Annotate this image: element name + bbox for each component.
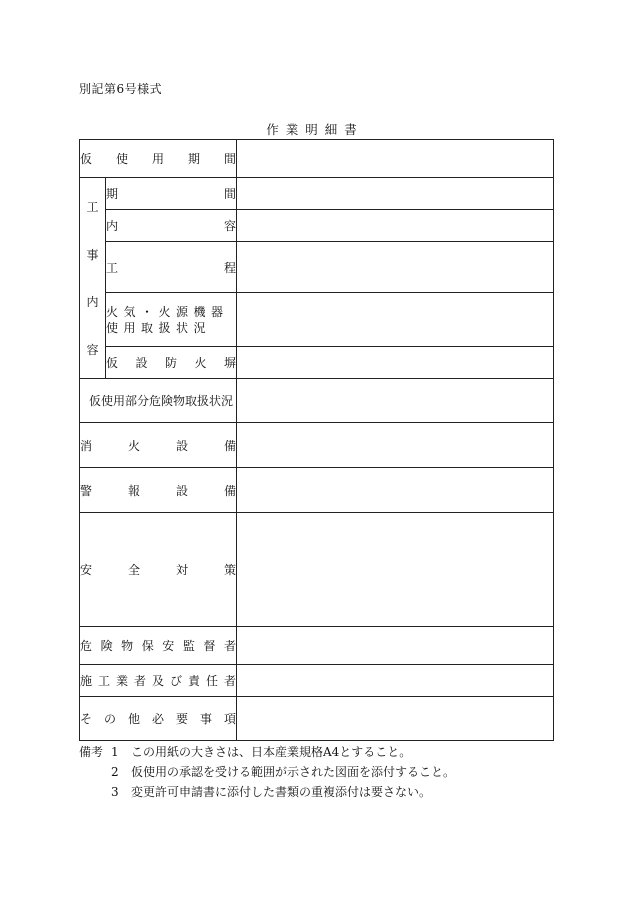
label-char: 仮: [106, 356, 119, 370]
note-number: 2: [111, 765, 119, 779]
label-extinguishing-equipment: [80, 423, 237, 468]
field-other-matters[interactable]: [237, 697, 554, 741]
label-char: 期: [106, 187, 119, 201]
label-char: 工: [98, 674, 111, 688]
label-char: 者: [223, 639, 236, 653]
label-char: 及: [152, 674, 165, 688]
label-temporary-fire-wall: [106, 347, 237, 379]
field-fire-source-usage[interactable]: [237, 293, 554, 347]
note-item: [79, 742, 455, 762]
label-hazmat-handling: 仮使用部分危険物取扱状況: [80, 379, 237, 423]
label-char: 防: [165, 356, 178, 370]
label-char: 危: [80, 639, 93, 653]
row-temporary-use-period: [80, 140, 554, 178]
row-work-content: [80, 210, 554, 242]
note-number: 1: [111, 745, 119, 759]
document-title: 作業明細書: [266, 122, 364, 137]
field-temporary-use-period[interactable]: [237, 140, 554, 178]
row-work-period: [80, 178, 554, 210]
label-safety-measures: [80, 513, 237, 627]
label-char: 事: [200, 712, 213, 726]
note-number: 3: [111, 785, 119, 799]
label-char: 工: [86, 200, 99, 215]
row-hazmat-supervisor: [80, 627, 554, 665]
field-extinguishing-equipment[interactable]: [237, 423, 554, 468]
label-char: 設: [176, 438, 189, 453]
field-alarm-equipment[interactable]: [237, 468, 554, 513]
label-char: 者: [224, 674, 237, 688]
label-fire-source-line2: 使用取扱状況: [106, 320, 212, 335]
label-char: 督: [203, 639, 216, 653]
label-char: 物: [121, 639, 134, 653]
note-item: [79, 782, 455, 802]
label-char: 項: [224, 712, 237, 726]
note-text: この用紙の大きさは、日本産業規格A4とすること。: [131, 745, 412, 759]
label-char: 策: [224, 563, 237, 577]
label-char: 使: [116, 152, 129, 166]
label-char: 消: [80, 438, 93, 453]
row-fire-source-usage: [80, 293, 554, 347]
form-number: 別記第6号様式: [79, 82, 163, 96]
label-char: 他: [128, 712, 141, 726]
label-char: 内: [106, 219, 119, 233]
label-char: 容: [224, 219, 237, 233]
label-char: 必: [152, 712, 165, 726]
label-work-details: [80, 178, 106, 379]
label-char: 監: [182, 639, 195, 653]
label-char: 塀: [224, 356, 237, 370]
label-char: 報: [128, 483, 141, 498]
label-char: 容: [86, 342, 99, 357]
label-work-content: [106, 210, 237, 242]
field-safety-measures[interactable]: [237, 513, 554, 627]
field-hazmat-supervisor[interactable]: [237, 627, 554, 665]
label-char: 工: [106, 260, 119, 275]
label-char: 備: [224, 438, 237, 453]
row-hazmat-handling: [80, 379, 554, 423]
notes-heading: 備考: [79, 745, 104, 759]
label-char: 安: [162, 639, 175, 653]
label-char: 備: [224, 483, 237, 498]
field-hazmat-handling[interactable]: [237, 379, 554, 423]
label-char: 保: [141, 639, 154, 653]
row-other-matters: [80, 697, 554, 741]
label-char: 程: [224, 260, 237, 275]
label-fire-source-usage: [106, 293, 237, 347]
label-contractor: [80, 665, 237, 697]
label-alarm-equipment: [80, 468, 237, 513]
label-char: 任: [206, 674, 219, 688]
note-text: 変更許可申請書に添付した書類の重複添付は要さない。: [131, 785, 432, 799]
row-alarm-equipment: [80, 468, 554, 513]
note-text: 仮使用の承認を受ける範囲が示された図面を添付すること。: [131, 765, 456, 779]
label-char: 設: [135, 356, 148, 370]
label-char: 要: [176, 712, 189, 726]
label-char: 者: [134, 674, 147, 688]
work-detail-table: [79, 139, 554, 741]
label-temporary-use-period: [80, 140, 237, 178]
field-work-content[interactable]: [237, 210, 554, 242]
label-char: 間: [224, 152, 237, 166]
notes-section: [79, 742, 455, 802]
field-contractor[interactable]: [237, 665, 554, 697]
label-char: 内: [86, 295, 99, 310]
row-safety-measures: [80, 513, 554, 627]
label-char: 用: [152, 152, 165, 166]
label-char: そ: [80, 712, 93, 726]
label-char: 事: [86, 247, 99, 262]
note-item: [79, 762, 455, 782]
label-char: 責: [188, 674, 201, 688]
field-work-process[interactable]: [237, 242, 554, 293]
label-char: 期: [188, 152, 201, 166]
label-char: 仮: [80, 152, 93, 166]
label-char: 設: [176, 483, 189, 498]
label-char: 険: [100, 639, 113, 653]
label-char: の: [104, 712, 117, 726]
label-fire-source-line1: 火気・火源機器: [106, 304, 229, 319]
row-temporary-fire-wall: [80, 347, 554, 379]
label-char: 間: [224, 187, 237, 201]
row-work-process: [80, 242, 554, 293]
field-work-period[interactable]: [237, 178, 554, 210]
label-work-period: [106, 178, 237, 210]
label-char: 火: [194, 356, 207, 370]
row-contractor: [80, 665, 554, 697]
label-char: 対: [176, 563, 189, 577]
label-char: び: [170, 674, 183, 688]
label-char: 業: [116, 674, 129, 688]
field-temporary-fire-wall[interactable]: [237, 347, 554, 379]
label-char: 施: [80, 674, 93, 688]
label-other-matters: [80, 697, 237, 741]
row-extinguishing-equipment: [80, 423, 554, 468]
label-char: 安: [80, 563, 93, 577]
label-char: 全: [128, 563, 141, 577]
label-work-process: [106, 242, 237, 293]
label-char: 警: [80, 483, 93, 498]
label-hazmat-supervisor: [80, 627, 237, 665]
label-char: 火: [128, 438, 141, 453]
